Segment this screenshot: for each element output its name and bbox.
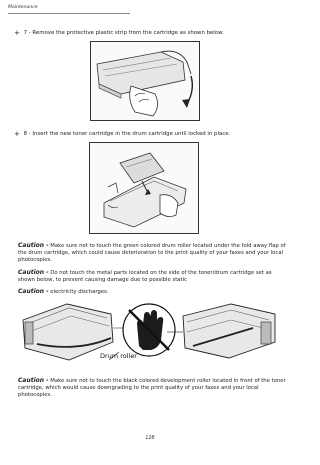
drum-roller-callout: Drum roller [100, 352, 137, 360]
caution-text: electricity discharges. [48, 289, 109, 295]
remove-strip-illustration [91, 42, 199, 120]
caution-static [18, 288, 288, 296]
caution-label: Caution - [18, 377, 49, 384]
figure-do-not-touch [17, 298, 281, 364]
caution-development-roller [18, 377, 288, 399]
step-text: 7 - Remove the protective plastic strip from the cartridge as shown below. [23, 30, 224, 36]
running-header: Maintenance [8, 5, 38, 10]
caution-drum-roller [18, 242, 288, 264]
step-marker: + [14, 129, 20, 138]
caution-text: Do not touch the metal parts located on the side of the toner/drum cartridge set as shown below, to prevent causing damage due to possible static [18, 270, 272, 283]
figure-insert-toner [89, 142, 199, 234]
figure-remove-strip [90, 41, 200, 121]
step-8 [14, 129, 230, 137]
insert-toner-illustration [90, 143, 198, 233]
caution-label: Caution - [18, 269, 49, 276]
caution-text: Make sure not to touch the green colored drum roller located under the fold away flap of the drum cartridge, which could cause deterioration to the print quality of your faxes and your local photocopies. [18, 243, 286, 263]
step-marker: + [14, 28, 20, 37]
caution-label: Caution - [18, 242, 49, 249]
do-not-touch-illustration [17, 298, 281, 364]
caution-text: Make sure not to touch the black colored development roller located in front of the toner cartridge, which would cause downgrading to the print quality of your faxes and your local photocopies. [18, 378, 286, 398]
page-number: 128 [145, 436, 155, 441]
step-7 [14, 28, 224, 36]
caution-metal-parts [18, 269, 288, 284]
step-text: 8 - Insert the new toner cartridge in the drum cartridge until locked in place. [23, 131, 231, 137]
caution-label: Caution - [18, 288, 49, 295]
header-divider [8, 13, 130, 14]
